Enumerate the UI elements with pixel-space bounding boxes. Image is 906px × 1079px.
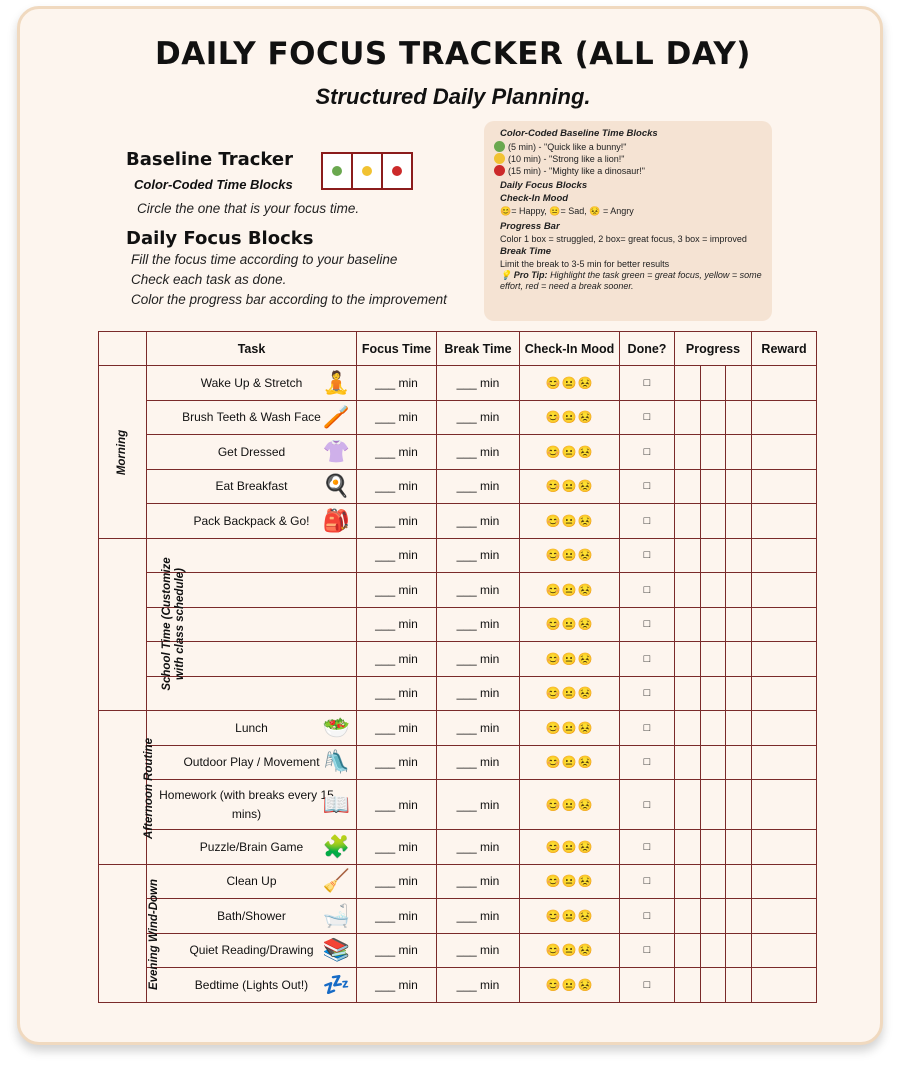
focus-time-field[interactable]: ___ min — [357, 573, 437, 608]
col-header-mood: Check-In Mood — [520, 332, 620, 366]
reward-cell[interactable] — [752, 711, 817, 746]
task-label: Pack Backpack & Go! — [193, 513, 310, 528]
mood-faces-icon[interactable]: 😊😐😣 — [520, 435, 620, 470]
done-checkbox[interactable]: □ — [620, 642, 675, 677]
baseline-color-boxes — [321, 152, 413, 190]
task-illustration-icon: 🛁 — [322, 902, 350, 928]
legend-heading: Color-Coded Baseline Time Blocks — [500, 128, 658, 139]
mood-faces-icon[interactable]: 😊😐😣 — [520, 573, 620, 608]
break-time-field[interactable]: ___ min — [437, 711, 520, 746]
task-label: Eat Breakfast — [215, 479, 288, 494]
col-header-done: Done? — [620, 332, 675, 366]
mood-faces-icon[interactable]: 😊😐😣 — [520, 830, 620, 865]
progress-box[interactable] — [675, 573, 701, 607]
focus-time-field[interactable]: ___ min — [357, 711, 437, 746]
mood-faces-icon[interactable]: 😊😐😣 — [520, 899, 620, 934]
reward-cell[interactable] — [752, 780, 817, 830]
progress-bar — [675, 504, 752, 539]
mood-faces-icon[interactable]: 😊😐😣 — [520, 504, 620, 539]
baseline-heading: Baseline Tracker — [126, 149, 293, 170]
break-time-field[interactable]: ___ min — [437, 400, 520, 435]
task-cell[interactable] — [147, 400, 357, 435]
progress-box[interactable] — [726, 899, 751, 933]
reward-cell[interactable] — [752, 933, 817, 968]
done-checkbox[interactable]: □ — [620, 899, 675, 934]
progress-box[interactable] — [701, 711, 727, 745]
page-subtitle: Structured Daily Planning. — [315, 84, 591, 109]
progress-box[interactable] — [726, 968, 751, 1002]
task-illustration-icon: 📚 — [322, 937, 350, 963]
tracker-table — [98, 331, 817, 1003]
baseline-instruction: Circle the one that is your focus time. — [137, 201, 360, 216]
focus-instruction-1: Fill the focus time according to your baseline — [131, 252, 398, 267]
progress-box[interactable] — [675, 968, 701, 1002]
progress-box[interactable] — [701, 504, 727, 538]
progress-box[interactable] — [726, 608, 751, 642]
break-time-field[interactable]: ___ min — [437, 864, 520, 899]
green-block[interactable] — [321, 152, 353, 190]
focus-instruction-2: Check each task as done. — [131, 272, 287, 287]
mood-faces-icon[interactable]: 😊😐😣 — [520, 642, 620, 677]
progress-bar — [675, 400, 752, 435]
task-cell[interactable] — [147, 864, 357, 899]
task-label: Get Dressed — [217, 444, 286, 459]
task-cell[interactable] — [147, 538, 357, 573]
reward-cell[interactable] — [752, 830, 817, 865]
mood-faces-icon[interactable]: 😊😐😣 — [520, 864, 620, 899]
reward-cell[interactable] — [752, 676, 817, 711]
progress-box[interactable] — [675, 899, 701, 933]
legend-break-heading: Break Time — [500, 246, 552, 257]
progress-box[interactable] — [701, 435, 727, 469]
progress-box[interactable] — [675, 934, 701, 968]
progress-box[interactable] — [701, 677, 727, 711]
reward-cell[interactable] — [752, 366, 817, 401]
task-cell[interactable] — [147, 899, 357, 934]
done-checkbox[interactable]: □ — [620, 504, 675, 539]
progress-box[interactable] — [701, 934, 727, 968]
progress-box[interactable] — [675, 865, 701, 899]
done-checkbox[interactable]: □ — [620, 366, 675, 401]
focus-time-field[interactable]: ___ min — [357, 400, 437, 435]
task-cell[interactable] — [147, 469, 357, 504]
reward-cell[interactable] — [752, 573, 817, 608]
done-checkbox[interactable]: □ — [620, 469, 675, 504]
progress-box[interactable] — [701, 780, 727, 829]
task-cell[interactable] — [147, 435, 357, 470]
task-illustration-icon: 👚 — [322, 438, 350, 464]
table-row — [99, 642, 817, 677]
table-row — [99, 366, 817, 401]
mood-faces-icon[interactable]: 😊😐😣 — [520, 711, 620, 746]
focus-time-field[interactable]: ___ min — [357, 676, 437, 711]
progress-bar — [675, 899, 752, 934]
task-cell[interactable] — [147, 676, 357, 711]
table-row — [99, 968, 817, 1003]
table-row — [99, 676, 817, 711]
task-cell[interactable] — [147, 607, 357, 642]
progress-bar — [675, 745, 752, 780]
yellow-dot-icon — [494, 153, 505, 164]
green-dot-icon — [332, 166, 342, 176]
reward-cell[interactable] — [752, 538, 817, 573]
progress-bar — [675, 830, 752, 865]
legend-progress-text: Color 1 box = struggled, 2 box= great focus, 3 box = improved — [500, 234, 747, 244]
task-cell[interactable] — [147, 573, 357, 608]
task-label: Quiet Reading/Drawing — [189, 943, 314, 958]
section-label: Morning — [99, 366, 147, 539]
table-row — [99, 538, 817, 573]
progress-bar — [675, 711, 752, 746]
red-dot-icon — [494, 165, 505, 176]
focus-blocks-heading: Daily Focus Blocks — [126, 228, 314, 249]
progress-box[interactable] — [726, 934, 751, 968]
reward-cell[interactable] — [752, 745, 817, 780]
page-title: DAILY FOCUS TRACKER (ALL DAY) — [155, 36, 751, 72]
table-row — [99, 780, 817, 830]
reward-cell[interactable] — [752, 642, 817, 677]
progress-box[interactable] — [701, 539, 727, 573]
red-dot-icon — [392, 166, 402, 176]
task-cell[interactable] — [147, 711, 357, 746]
mood-faces-icon[interactable]: 😊😐😣 — [520, 469, 620, 504]
legend-panel — [484, 121, 772, 321]
table-row — [99, 711, 817, 746]
focus-time-field[interactable]: ___ min — [357, 968, 437, 1003]
mood-faces-icon[interactable]: 😊😐😣 — [520, 607, 620, 642]
done-checkbox[interactable]: □ — [620, 968, 675, 1003]
mood-faces-icon[interactable]: 😊😐😣 — [520, 366, 620, 401]
baseline-subheading: Color-Coded Time Blocks — [134, 177, 293, 192]
progress-box[interactable] — [675, 401, 701, 435]
break-time-field[interactable]: ___ min — [437, 676, 520, 711]
progress-box[interactable] — [675, 642, 701, 676]
progress-bar — [675, 968, 752, 1003]
reward-cell[interactable] — [752, 469, 817, 504]
task-cell[interactable] — [147, 830, 357, 865]
focus-time-field[interactable]: ___ min — [357, 864, 437, 899]
task-illustration-icon: 📖 — [322, 791, 350, 817]
task-illustration-icon: 🧘 — [322, 369, 350, 395]
progress-box[interactable] — [726, 642, 751, 676]
progress-box[interactable] — [675, 780, 701, 829]
progress-box[interactable] — [726, 573, 751, 607]
done-checkbox[interactable]: □ — [620, 933, 675, 968]
task-illustration-icon: 🥗 — [322, 714, 350, 740]
focus-time-field[interactable]: ___ min — [357, 504, 437, 539]
legend-mood-text: 😊= Happy, 😐= Sad, 😣 = Angry — [500, 206, 634, 216]
mood-faces-icon[interactable]: 😊😐😣 — [520, 933, 620, 968]
break-time-field[interactable]: ___ min — [437, 933, 520, 968]
focus-time-field[interactable]: ___ min — [357, 830, 437, 865]
done-checkbox[interactable]: □ — [620, 780, 675, 830]
progress-bar — [675, 864, 752, 899]
legend-tip — [500, 270, 764, 291]
progress-box[interactable] — [701, 608, 727, 642]
done-checkbox[interactable]: □ — [620, 711, 675, 746]
table-row — [99, 435, 817, 470]
reward-cell[interactable] — [752, 864, 817, 899]
done-checkbox[interactable]: □ — [620, 573, 675, 608]
focus-time-field[interactable]: ___ min — [357, 745, 437, 780]
progress-box[interactable] — [726, 830, 751, 864]
progress-bar — [675, 780, 752, 830]
done-checkbox[interactable]: □ — [620, 607, 675, 642]
red-block[interactable] — [383, 152, 413, 190]
progress-box[interactable] — [726, 746, 751, 780]
progress-bar — [675, 538, 752, 573]
mood-faces-icon[interactable]: 😊😐😣 — [520, 968, 620, 1003]
legend-item: (5 min) - "Quick like a bunny!" — [494, 141, 764, 152]
progress-bar — [675, 469, 752, 504]
table-row — [99, 400, 817, 435]
tip-text: Highlight the task green = great focus, yellow = some effort, red = need a break sooner. — [500, 270, 762, 291]
task-label: Bedtime (Lights Out!) — [194, 977, 309, 992]
table-row — [99, 504, 817, 539]
task-label: Outdoor Play / Movement — [183, 755, 320, 770]
table-header-row — [99, 332, 817, 366]
table-body — [99, 366, 817, 1003]
progress-box[interactable] — [675, 608, 701, 642]
task-illustration-icon: 💤 — [322, 971, 350, 997]
yellow-block[interactable] — [353, 152, 383, 190]
table-row — [99, 830, 817, 865]
focus-time-field[interactable]: ___ min — [357, 642, 437, 677]
done-checkbox[interactable]: □ — [620, 745, 675, 780]
done-checkbox[interactable]: □ — [620, 435, 675, 470]
progress-box[interactable] — [726, 504, 751, 538]
break-time-field[interactable]: ___ min — [437, 573, 520, 608]
progress-box[interactable] — [701, 865, 727, 899]
progress-bar — [675, 642, 752, 677]
break-time-field[interactable]: ___ min — [437, 899, 520, 934]
table-row — [99, 899, 817, 934]
table-row — [99, 469, 817, 504]
mood-faces-icon[interactable]: 😊😐😣 — [520, 780, 620, 830]
progress-bar — [675, 607, 752, 642]
progress-box[interactable] — [701, 573, 727, 607]
progress-box[interactable] — [675, 470, 701, 504]
legend-mood-heading: Check-In Mood — [500, 193, 569, 204]
break-time-field[interactable]: ___ min — [437, 642, 520, 677]
task-cell[interactable] — [147, 745, 357, 780]
task-cell[interactable] — [147, 780, 357, 830]
mood-faces-icon[interactable]: 😊😐😣 — [520, 400, 620, 435]
task-illustration-icon: 🧩 — [322, 833, 350, 859]
table-row — [99, 864, 817, 899]
reward-cell[interactable] — [752, 504, 817, 539]
reward-cell[interactable] — [752, 435, 817, 470]
progress-box[interactable] — [675, 539, 701, 573]
task-cell[interactable] — [147, 504, 357, 539]
progress-box[interactable] — [701, 642, 727, 676]
progress-box[interactable] — [701, 746, 727, 780]
task-cell[interactable] — [147, 366, 357, 401]
green-dot-icon — [494, 141, 505, 152]
focus-time-field[interactable]: ___ min — [357, 780, 437, 830]
progress-bar — [675, 366, 752, 401]
progress-box[interactable] — [726, 780, 751, 829]
progress-bar — [675, 933, 752, 968]
task-illustration-icon: 🛝 — [322, 749, 350, 775]
progress-box[interactable] — [726, 435, 751, 469]
progress-box[interactable] — [675, 677, 701, 711]
progress-box[interactable] — [675, 746, 701, 780]
focus-time-field[interactable]: ___ min — [357, 435, 437, 470]
focus-time-field[interactable]: ___ min — [357, 899, 437, 934]
task-label: Puzzle/Brain Game — [199, 839, 304, 854]
yellow-dot-icon — [362, 166, 372, 176]
progress-box[interactable] — [675, 711, 701, 745]
task-illustration-icon: 🎒 — [322, 507, 350, 533]
progress-box[interactable] — [701, 968, 727, 1002]
done-checkbox[interactable]: □ — [620, 830, 675, 865]
section-label: School Time (Customize with class schedule) — [99, 538, 147, 711]
progress-box[interactable] — [726, 366, 751, 400]
progress-box[interactable] — [726, 470, 751, 504]
legend-item: (10 min) - "Strong like a lion!" — [494, 153, 764, 164]
section-header — [99, 332, 147, 366]
legend-progress-heading: Progress Bar — [500, 221, 560, 232]
focus-time-field[interactable]: ___ min — [357, 933, 437, 968]
mood-faces-icon[interactable]: 😊😐😣 — [520, 538, 620, 573]
progress-box[interactable] — [726, 711, 751, 745]
col-header-progress: Progress — [675, 332, 752, 366]
task-label: Homework (with breaks every 15 mins) — [159, 787, 334, 821]
break-time-field[interactable]: ___ min — [437, 435, 520, 470]
col-header-task: Task — [147, 332, 357, 366]
col-header-break-time: Break Time — [437, 332, 520, 366]
progress-box[interactable] — [675, 830, 701, 864]
task-illustration-icon: 🧹 — [322, 868, 350, 894]
table-row — [99, 933, 817, 968]
progress-bar — [675, 573, 752, 608]
progress-box[interactable] — [701, 899, 727, 933]
progress-box[interactable] — [701, 830, 727, 864]
table-row — [99, 573, 817, 608]
section-label: Afternoon Routine — [99, 711, 147, 865]
legend-break-text: Limit the break to 3-5 min for better results — [500, 259, 670, 269]
break-time-field[interactable]: ___ min — [437, 504, 520, 539]
task-cell[interactable] — [147, 642, 357, 677]
legend-focus-heading: Daily Focus Blocks — [500, 180, 588, 191]
task-label: Wake Up & Stretch — [200, 375, 303, 390]
focus-time-field[interactable]: ___ min — [357, 366, 437, 401]
break-time-field[interactable]: ___ min — [437, 780, 520, 830]
break-time-field[interactable]: ___ min — [437, 968, 520, 1003]
mood-faces-icon[interactable]: 😊😐😣 — [520, 676, 620, 711]
focus-time-field[interactable]: ___ min — [357, 538, 437, 573]
progress-box[interactable] — [726, 865, 751, 899]
progress-box[interactable] — [701, 366, 727, 400]
task-label: Bath/Shower — [217, 908, 286, 923]
task-cell[interactable] — [147, 968, 357, 1003]
progress-box[interactable] — [726, 677, 751, 711]
progress-bar — [675, 676, 752, 711]
legend-item: (15 min) - "Mighty like a dinosaur!" — [494, 165, 764, 176]
progress-box[interactable] — [701, 401, 727, 435]
progress-box[interactable] — [675, 504, 701, 538]
reward-cell[interactable] — [752, 607, 817, 642]
reward-cell[interactable] — [752, 968, 817, 1003]
section-label: Evening Wind-Down — [99, 864, 147, 1002]
tip-label: 💡 Pro Tip: — [500, 270, 548, 280]
break-time-field[interactable]: ___ min — [437, 366, 520, 401]
progress-box[interactable] — [675, 366, 701, 400]
break-time-field[interactable]: ___ min — [437, 830, 520, 865]
progress-box[interactable] — [701, 470, 727, 504]
task-label: Lunch — [235, 720, 268, 735]
focus-time-field[interactable]: ___ min — [357, 607, 437, 642]
done-checkbox[interactable]: □ — [620, 400, 675, 435]
done-checkbox[interactable]: □ — [620, 676, 675, 711]
task-illustration-icon: 🪥 — [322, 404, 350, 430]
focus-instruction-3: Color the progress bar according to the improvement — [131, 292, 447, 307]
task-label: Brush Teeth & Wash Face — [182, 410, 321, 425]
progress-box[interactable] — [675, 435, 701, 469]
progress-box[interactable] — [726, 539, 751, 573]
break-time-field[interactable]: ___ min — [437, 538, 520, 573]
table-row — [99, 745, 817, 780]
break-time-field[interactable]: ___ min — [437, 469, 520, 504]
progress-box[interactable] — [726, 401, 751, 435]
task-label: Clean Up — [226, 874, 277, 889]
table-row — [99, 607, 817, 642]
col-header-reward: Reward — [752, 332, 817, 366]
done-checkbox[interactable]: □ — [620, 864, 675, 899]
task-cell[interactable] — [147, 933, 357, 968]
col-header-focus-time: Focus Time — [357, 332, 437, 366]
done-checkbox[interactable]: □ — [620, 538, 675, 573]
progress-bar — [675, 435, 752, 470]
break-time-field[interactable]: ___ min — [437, 607, 520, 642]
focus-time-field[interactable]: ___ min — [357, 469, 437, 504]
task-illustration-icon: 🍳 — [322, 473, 350, 499]
reward-cell[interactable] — [752, 400, 817, 435]
mood-faces-icon[interactable]: 😊😐😣 — [520, 745, 620, 780]
reward-cell[interactable] — [752, 899, 817, 934]
break-time-field[interactable]: ___ min — [437, 745, 520, 780]
